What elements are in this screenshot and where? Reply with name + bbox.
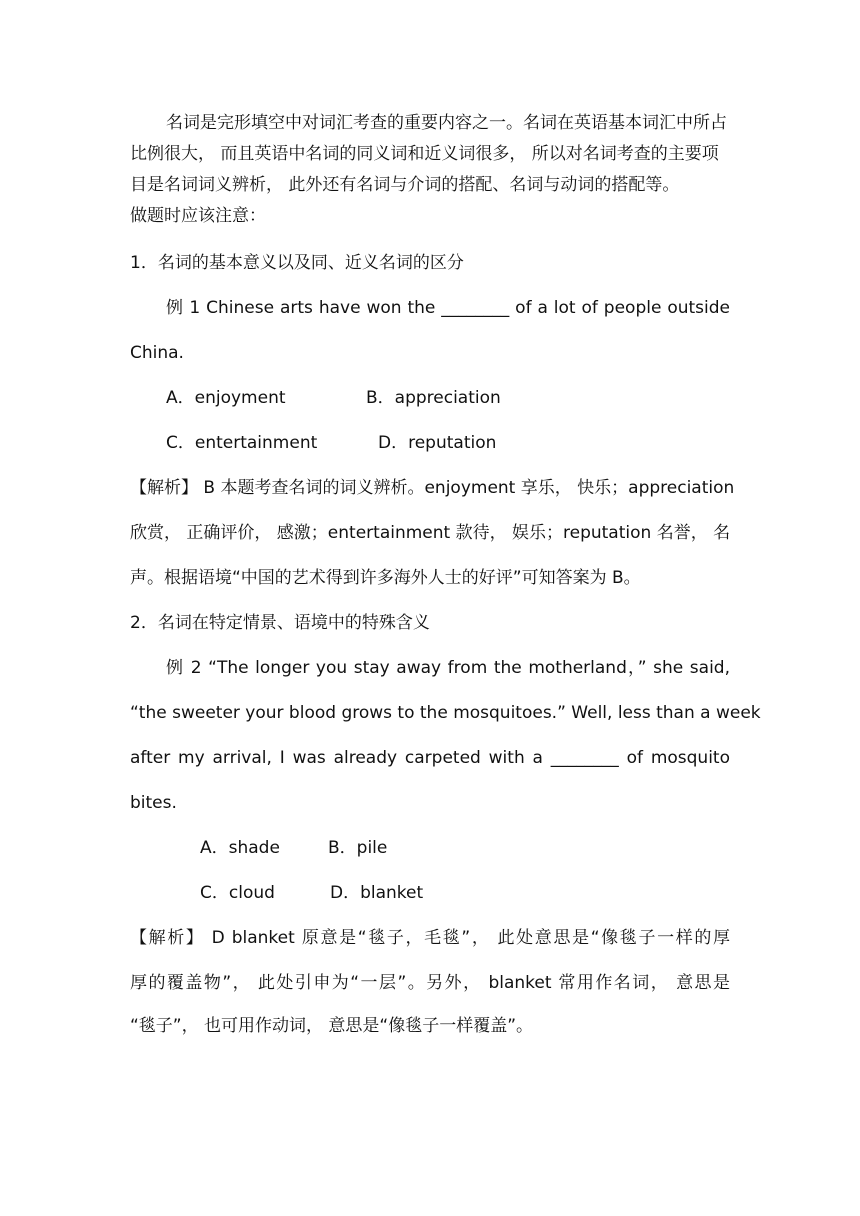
intro-line: 目是名词词义辨析， 此外还有名词与介词的搭配、名词与动词的搭配等。 bbox=[130, 175, 680, 195]
option-c: C．cloud bbox=[200, 883, 275, 903]
option-d: D．reputation bbox=[378, 433, 497, 453]
intro-line: 做题时应该注意： bbox=[130, 206, 266, 226]
example-line: “the sweeter your blood grows to the mosquitoes.” Well, less than a week bbox=[130, 703, 761, 723]
example-line: China. bbox=[130, 343, 184, 363]
option-d: D．blanket bbox=[330, 883, 424, 903]
example-line: 例 1 Chinese arts have won the ________ of a lot of people outside bbox=[166, 298, 730, 318]
analysis-line: 欣赏， 正确评价， 感激；entertainment 款待， 娱乐；reputation 名誉， 名 bbox=[130, 523, 731, 543]
example-line: bites. bbox=[130, 793, 177, 813]
example-line: after my arrival, I was already carpeted with a ________ of mosquito bbox=[130, 748, 730, 768]
section-heading: 1．名词的基本意义以及同、近义名词的区分 bbox=[130, 253, 464, 273]
analysis-line: 【解析】 B 本题考查名词的词义辨析。enjoyment 享乐， 快乐；appreciation bbox=[130, 478, 735, 498]
option-b: B．pile bbox=[328, 838, 388, 858]
analysis-line: 声。根据语境“中国的艺术得到许多海外人士的好评”可知答案为 B。 bbox=[130, 568, 641, 588]
analysis-line: 厚的覆盖物”， 此处引申为“一层”。另外， blanket 常用作名词， 意思是 bbox=[130, 973, 730, 993]
analysis-line: 【解析】 D blanket 原意是“毯子，毛毯”， 此处意思是“像毯子一样的厚 bbox=[130, 928, 730, 948]
analysis-line: “毯子”， 也可用作动词， 意思是“像毯子一样覆盖”。 bbox=[130, 1016, 534, 1036]
option-a: A．enjoyment bbox=[166, 388, 286, 408]
section-heading: 2．名词在特定情景、语境中的特殊含义 bbox=[130, 613, 430, 633]
option-a: A．shade bbox=[200, 838, 280, 858]
option-c: C．entertainment bbox=[166, 433, 318, 453]
option-b: B．appreciation bbox=[366, 388, 501, 408]
example-line: 例 2 “The longer you stay away from the motherland，” she said, bbox=[166, 658, 730, 678]
intro-line: 名词是完形填空中对词汇考查的重要内容之一。名词在英语基本词汇中所占 bbox=[166, 113, 727, 133]
intro-paragraph bbox=[130, 108, 730, 232]
intro-line: 比例很大， 而且英语中名词的同义词和近义词很多， 所以对名词考查的主要项 bbox=[130, 144, 719, 164]
